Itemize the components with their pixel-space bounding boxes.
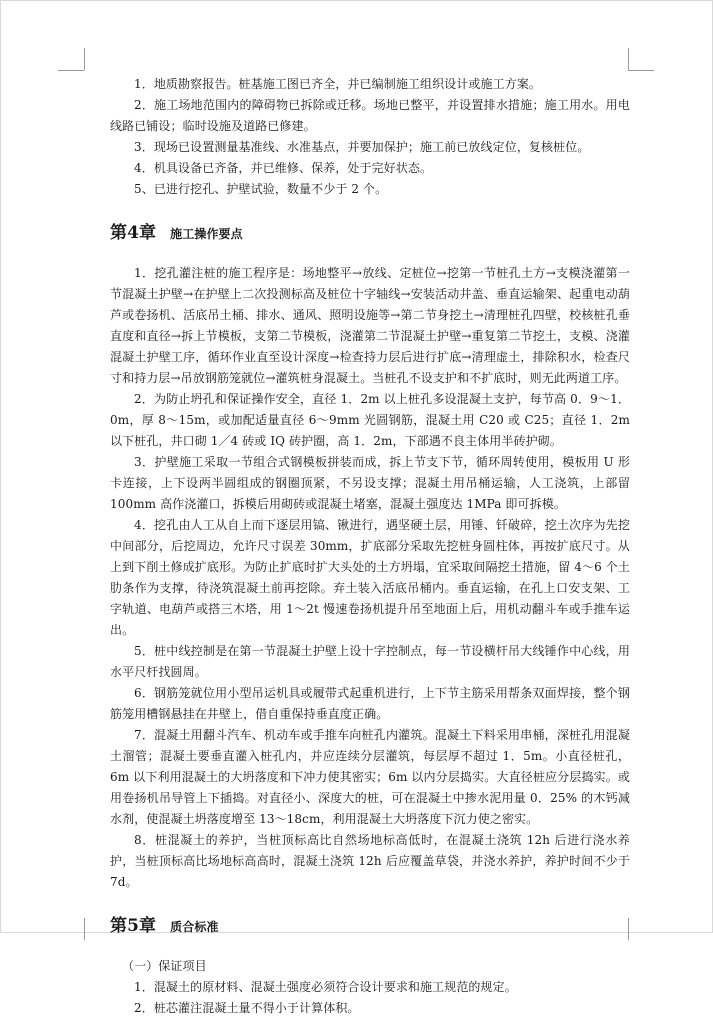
- prereq-item: 5、已进行挖孔、护壁试验，数量不少于 2 个。: [134, 182, 388, 196]
- prereq-item: 1．地质勘察报告。桩基施工图已齐全，并已编制施工组织设计或施工方案。: [134, 77, 542, 91]
- paragraph: 3．护壁施工采取一节组合式钢模板拼装而成，拆上节支下节，循环周转使用，模板用 U 形卡连接，上下设两半圆组成的钢圈顶紧，不另设支撑；混凝土用吊桶运输，人工浇筑，上部留 100mm 高作浇灌口，拆模后用砌砖或混凝土堵塞，混凝土强度达 1MPa 即可拆模。: [110, 455, 630, 511]
- chapter-4-number: 第4章: [110, 223, 157, 243]
- chapter-5-heading: [110, 915, 630, 938]
- prereq-list: [110, 74, 630, 200]
- chapter-4-body: [110, 263, 630, 893]
- prereq-item: 3．现场已设置测量基准线、水准基点，并要加保护；施工前已放线定位，复核桩位。: [134, 140, 590, 154]
- list-item: 2．桩芯灌注混凝土量不得小于计算体积。: [134, 1001, 360, 1015]
- section-subheading: （一）保证项目: [122, 959, 207, 973]
- list-item: 1．混凝土的原材料、混凝土强度必须符合设计要求和施工规范的规定。: [134, 980, 517, 994]
- paragraph: 2．为防止坍孔和保证操作安全，直径 1．2m 以上桩孔多设混凝土支护，每节高 0．9～1．0m，厚 8～15m，或加配适量直径 6～9mm 光圆钢筋，混凝土用 C20 或 C25；直径 1．2m 以下桩孔，井口砌 1／4 砖或 IQ 砖护圈，高 1．2m，下部遇不良主体用半砖护砌。: [110, 392, 630, 448]
- document-page: [110, 74, 630, 1019]
- paragraph: 4．挖孔由人工从自上而下逐层用镐、锹进行，遇坚硬土层，用锤、钎破碎，挖土次序为先挖中间部分，后挖周边，允许尺寸误差 30mm，扩底部分采取先挖桩身圆柱体，再按扩底尺寸。从上到下削土修成扩底形。为防止扩底时扩大头处的土方坍塌，宜采取间隔挖土措施，留 4～6 个土肋条作为支撑，待浇筑混凝土前再挖除。弃土装入活底吊桶内。垂直运输，在孔上口安支架、工字轨道、电葫芦或搭三木塔，用 1～2t 慢速卷扬机提升吊至地面上后，用机动翻斗车或手推车运出。: [110, 518, 630, 637]
- paragraph: 1．挖孔灌注桩的施工程序是：场地整平→放线、定桩位→挖第一节桩孔土方→支模浇灌第一节混凝土护壁→在护壁上二次投测标高及桩位十字轴线→安装活动井盖、垂直运输架、起重电动葫芦或卷扬机、活底吊土桶、排水、通风、照明设施等→第二节身挖土→清理桩孔四壁，校核桩孔垂直度和直径→拆上节模板，支第二节模板，浇灌第二节混凝土护壁→重复第二节挖土，支模、浇灌混凝土护壁工序，循环作业直至设计深度→检查持力层后进行扩底→清理虚土，排除积水，检查尺寸和持力层→吊放钢筋笼就位→灌筑桩身混凝土。当桩孔不设支护和不扩底时，则无此两道工序。: [110, 266, 630, 385]
- paragraph: 7．混凝土用翻斗汽车、机动车或手推车向桩孔内灌筑。混凝土下料采用串桶，深桩孔用混凝土溜管；混凝土要垂直灌入桩孔内，并应连续分层灌筑，每层厚不超过 1．5m。小直径桩孔，6m 以下利用混凝土的大坍落度和下冲力使其密实；6m 以内分层捣实。大直径桩应分层捣实。或用卷扬机吊导管上下插捣。对直径小、深度大的桩，可在混凝土中掺水泥用量 0．25% 的木钙减水剂，使混凝土坍落度增至 13～18cm，利用混凝土大坍落度下沉力使之密实。: [110, 728, 630, 826]
- paragraph: 5．桩中线控制是在第一节混凝土护壁上设十字控制点，每一节设横杆吊大线锤作中心线，用水平尺杆找圆周。: [110, 644, 630, 679]
- paragraph: 6．钢筋笼就位用小型吊运机具或履带式起重机进行，上下节主筋采用帮条双面焊接，整个钢筋笼用槽钢悬挂在井壁上，借自重保持垂直度正确。: [110, 686, 630, 721]
- chapter-5-title: 质合标准: [170, 920, 219, 934]
- chapter-4-title: 施工操作要点: [170, 227, 243, 241]
- paragraph: 8．桩混凝土的养护，当桩顶标高比自然场地标高低时，在混凝土浇筑 12h 后进行浇水养护，当桩顶标高比场地标高高时，混凝土浇筑 12h 后应覆盖草袋，并浇水养护，养护时间不少于 7d。: [110, 833, 630, 889]
- prereq-item: 4．机具设备已齐备，并已维修、保养，处于完好状态。: [134, 161, 433, 175]
- chapter-4-heading: [110, 222, 630, 245]
- chapter-5-number: 第5章: [110, 916, 157, 936]
- prereq-item: 2．施工场地范围内的障碍物已拆除或迁移。场地已整平，并设置排水措施；施工用水。用电线路已铺设；临时设施及道路已修建。: [110, 98, 630, 133]
- chapter-5-body: [110, 956, 630, 1019]
